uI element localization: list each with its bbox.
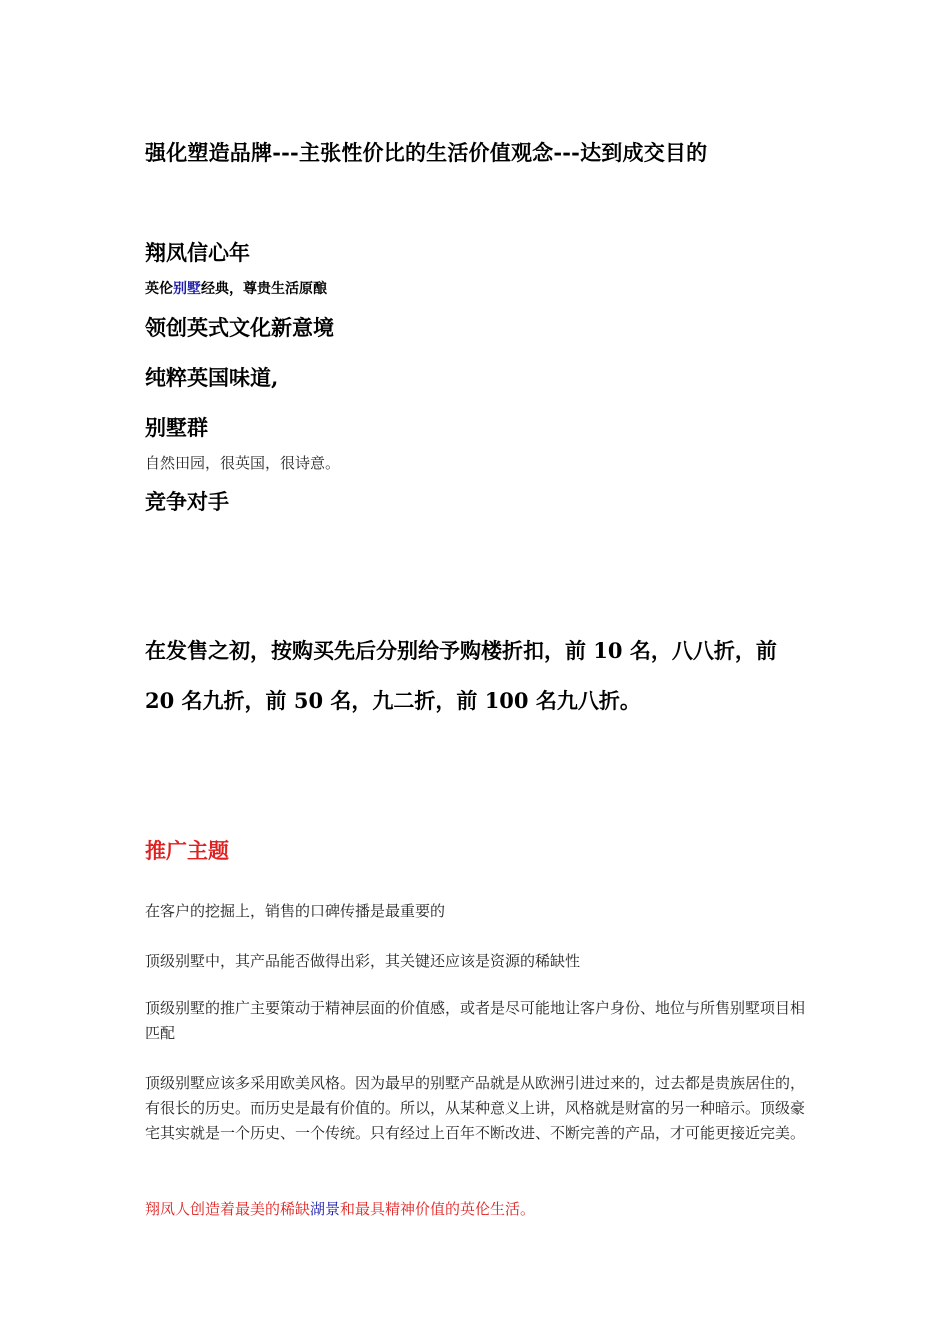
promotion-closing (145, 1198, 535, 1219)
competitors-heading: 竞争对手 (145, 489, 229, 514)
villa-group-description: 自然田园，很英国，很诗意。 (145, 454, 341, 472)
closing-part2: 和最具精神价值的英伦生活。 (340, 1200, 536, 1218)
promotion-paragraph-4: 顶级别墅应该多采用欧美风格。因为最早的别墅产品就是从欧洲引进过来的，过去都是贵族居住的，有很长的历史。而历史是最有价值的。所以，从某种意义上讲，风格就是财富的另一种暗示。顶级豪宅其实就是一个历史、一个传统。只有经过上百年不断改进、不断完善的产品，才可能更接近完美。 (145, 1074, 806, 1142)
discount-line-1: 在发售之初，按购买先后分别给予购楼折扣，前 10 名，八八折，前 (145, 638, 777, 663)
tagline-part2: 经典，尊贵生活原酿 (201, 281, 327, 297)
tagline-highlight: 别墅 (173, 281, 201, 297)
promotion-paragraph-1: 在客户的挖掘上，销售的口碑传播是最重要的 (145, 902, 446, 920)
promotion-paragraph-2: 顶级别墅中，其产品能否做得出彩，其关键还应该是资源的稀缺性 (145, 952, 581, 970)
villa-group-heading: 别墅群 (145, 415, 208, 440)
promotion-theme-title: 推广主题 (145, 838, 229, 863)
closing-highlight: 湖景 (310, 1200, 341, 1218)
tagline (145, 278, 327, 298)
section-title-confidence-year: 翔凤信心年 (145, 240, 250, 265)
promotion-paragraph-3: 顶级别墅的推广主要策动于精神层面的价值感，或者是尽可能地让客户身份、地位与所售别墅项目相匹配 (145, 999, 806, 1042)
tagline-part1: 英伦 (145, 281, 173, 297)
closing-part1: 翔凤人创造着最美的稀缺 (145, 1200, 311, 1218)
main-heading: 强化塑造品牌---主张性价比的生活价值观念---达到成交目的 (145, 140, 708, 165)
slogan-british-taste: 纯粹英国味道, (145, 365, 279, 390)
slogan-culture: 领创英式文化新意境 (145, 315, 334, 340)
discount-line-2: 20 名九折，前 50 名，九二折，前 100 名九八折。 (145, 688, 641, 713)
